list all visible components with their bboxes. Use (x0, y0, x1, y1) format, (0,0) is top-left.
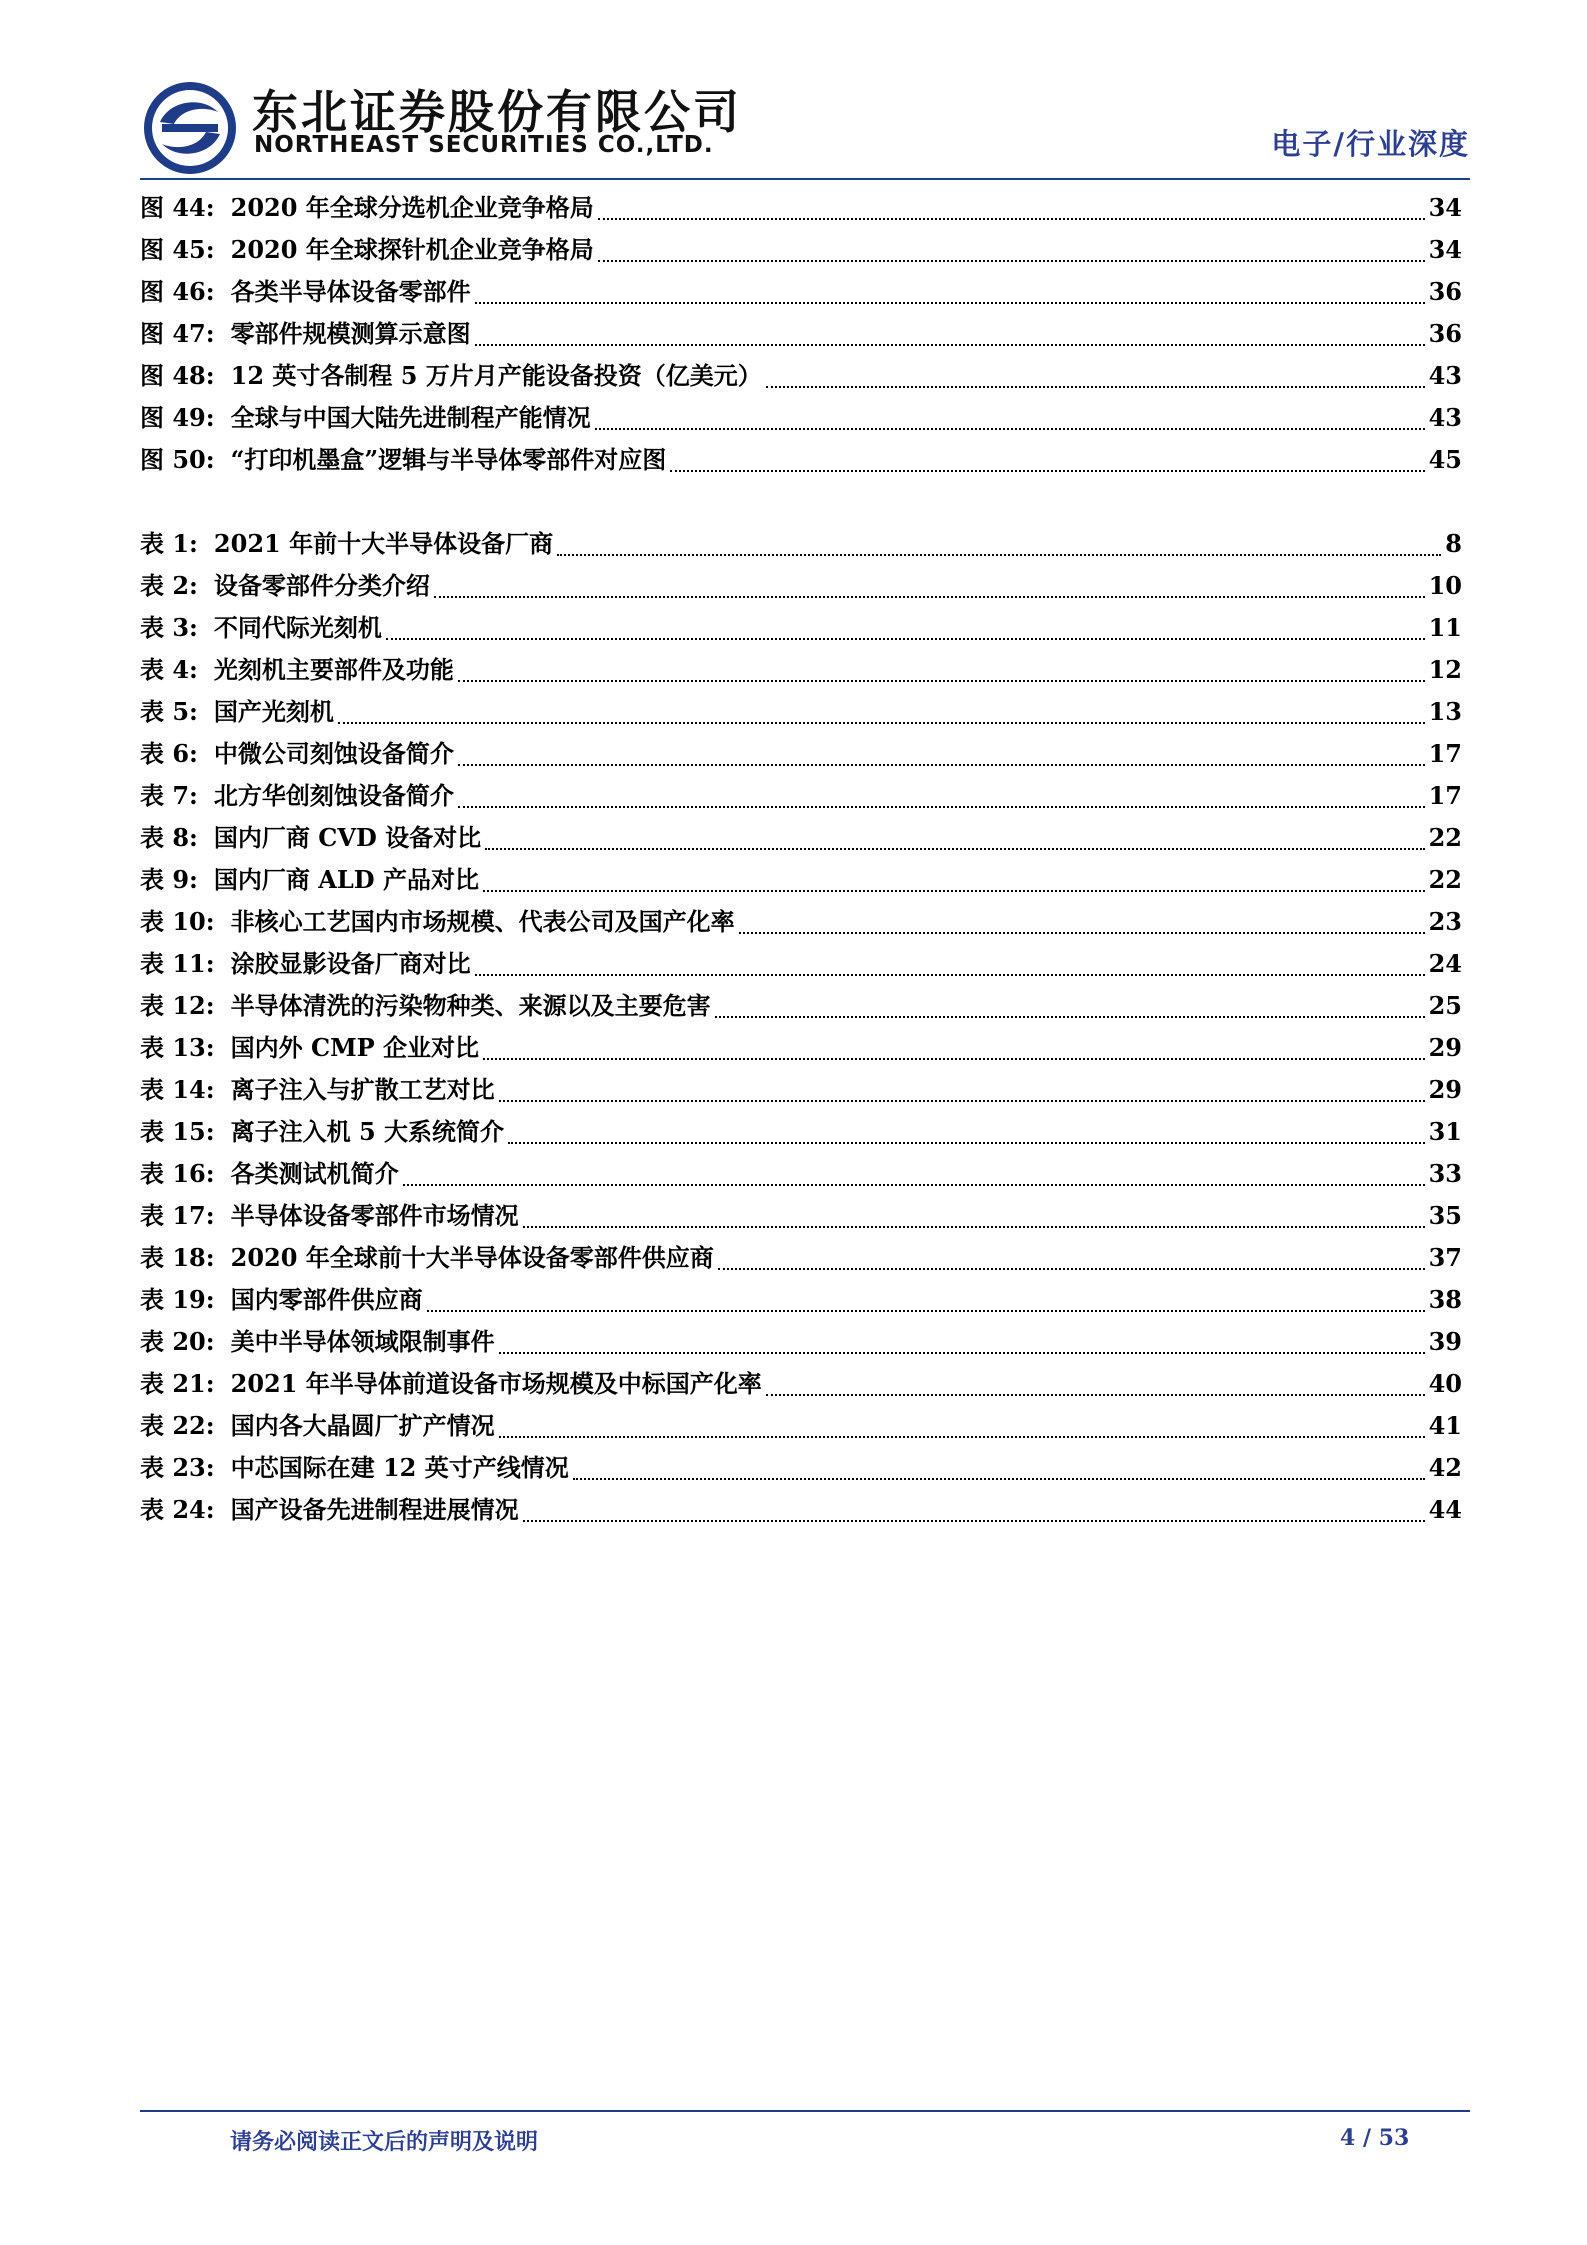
table-toc-entry[interactable] (140, 566, 1462, 608)
table-toc-entry[interactable] (140, 608, 1462, 650)
company-name-cn: 东北证券股份有限公司 (252, 85, 742, 139)
toc-entry-label: 表 9: (140, 865, 198, 894)
toc-entry-title: 国内外 CMP 企业对比 (230, 1033, 480, 1062)
toc-leader-dots (508, 1140, 1425, 1144)
toc-entry-title: 国内零部件供应商 (230, 1285, 423, 1314)
table-toc-entry[interactable] (140, 1154, 1462, 1196)
table-toc-entry[interactable] (140, 1112, 1462, 1154)
toc-entry-page: 31 (1428, 1117, 1462, 1146)
toc-entry-page: 22 (1428, 865, 1462, 894)
toc-entry-page: 8 (1445, 529, 1462, 558)
toc-entry-title: 国产光刻机 (213, 697, 334, 726)
header-divider (140, 178, 1470, 180)
toc-entry-page: 29 (1428, 1033, 1462, 1062)
toc-leader-dots (475, 300, 1425, 304)
toc-leader-dots (557, 552, 1441, 556)
toc-leader-dots (458, 762, 1425, 766)
toc-entry-label: 图 44: (140, 193, 215, 222)
toc-entry-label: 表 22: (140, 1411, 215, 1440)
toc-entry-page: 10 (1428, 571, 1462, 600)
toc-entry-title: 零部件规模测算示意图 (230, 319, 471, 348)
toc-entry-label: 表 16: (140, 1159, 215, 1188)
toc-leader-dots (427, 1308, 1425, 1312)
toc-entry-title: 2021 年前十大半导体设备厂商 (213, 529, 554, 558)
toc-leader-dots (499, 1098, 1425, 1102)
toc-entry-title: 2020 年全球探针机企业竞争格局 (230, 235, 594, 264)
toc-entry-label: 表 17: (140, 1201, 215, 1230)
toc-leader-dots (483, 1056, 1425, 1060)
table-toc-entry[interactable] (140, 650, 1462, 692)
figure-list (140, 188, 1462, 482)
toc-leader-dots (483, 888, 1425, 892)
toc-leader-dots (499, 1350, 1425, 1354)
toc-leader-dots (523, 1518, 1425, 1522)
table-toc-entry[interactable] (140, 944, 1462, 986)
toc-entry-title: 各类半导体设备零部件 (230, 277, 471, 306)
figure-toc-entry[interactable] (140, 440, 1462, 482)
report-category: 电子/行业深度 (1271, 127, 1470, 161)
figure-toc-entry[interactable] (140, 188, 1462, 230)
toc-entry-title: 全球与中国大陆先进制程产能情况 (230, 403, 591, 432)
toc-entry-page: 34 (1428, 235, 1462, 264)
toc-entry-label: 表 23: (140, 1453, 215, 1482)
figure-toc-entry[interactable] (140, 230, 1462, 272)
table-toc-entry[interactable] (140, 1028, 1462, 1070)
disclaimer-note: 请务必阅读正文后的声明及说明 (230, 2129, 539, 2155)
toc-leader-dots (766, 1392, 1425, 1396)
toc-entry-page: 17 (1428, 781, 1462, 810)
toc-leader-dots (458, 678, 1425, 682)
toc-entry-page: 39 (1428, 1327, 1462, 1356)
figure-toc-entry[interactable] (140, 356, 1462, 398)
toc-entry-page: 35 (1428, 1201, 1462, 1230)
toc-entry-page: 42 (1428, 1453, 1462, 1482)
toc-entry-page: 12 (1428, 655, 1462, 684)
toc-entry-page: 17 (1428, 739, 1462, 768)
table-toc-entry[interactable] (140, 734, 1462, 776)
toc-entry-title: 北方华创刻蚀设备简介 (213, 781, 454, 810)
toc-leader-dots (718, 1266, 1425, 1270)
toc-leader-dots (670, 468, 1424, 472)
toc-entry-label: 图 45: (140, 235, 215, 264)
table-toc-entry[interactable] (140, 1238, 1462, 1280)
toc-entry-page: 22 (1428, 823, 1462, 852)
toc-entry-label: 表 14: (140, 1075, 215, 1104)
table-toc-entry[interactable] (140, 692, 1462, 734)
toc-leader-dots (475, 342, 1425, 346)
toc-entry-label: 表 12: (140, 991, 215, 1020)
toc-leader-dots (715, 1014, 1425, 1018)
table-toc-entry[interactable] (140, 1196, 1462, 1238)
toc-entry-label: 表 3: (140, 613, 198, 642)
table-toc-entry[interactable] (140, 1280, 1462, 1322)
table-toc-entry[interactable] (140, 1406, 1462, 1448)
company-name-en: NORTHEAST SECURITIES CO.,LTD. (254, 132, 714, 158)
toc-leader-dots (598, 258, 1425, 262)
toc-entry-title: 12 英寸各制程 5 万片月产能设备投资（亿美元） (230, 361, 762, 390)
toc-entry-label: 表 19: (140, 1285, 215, 1314)
toc-entry-title: “打印机墨盒”逻辑与半导体零部件对应图 (230, 445, 667, 474)
toc-leader-dots (739, 930, 1425, 934)
toc-entry-label: 表 11: (140, 949, 215, 978)
toc-leader-dots (766, 384, 1425, 388)
toc-entry-label: 表 20: (140, 1327, 215, 1356)
table-toc-entry[interactable] (140, 1070, 1462, 1112)
toc-leader-dots (386, 636, 1425, 640)
toc-leader-dots (598, 216, 1425, 220)
figure-toc-entry[interactable] (140, 314, 1462, 356)
toc-entry-title: 半导体清洗的污染物种类、来源以及主要危害 (230, 991, 711, 1020)
figure-toc-entry[interactable] (140, 272, 1462, 314)
toc-entry-label: 图 46: (140, 277, 215, 306)
toc-entry-label: 图 47: (140, 319, 215, 348)
toc-entry-title: 离子注入与扩散工艺对比 (230, 1075, 495, 1104)
toc-entry-page: 23 (1428, 907, 1462, 936)
toc-entry-page: 13 (1428, 697, 1462, 726)
toc-entry-title: 中微公司刻蚀设备简介 (213, 739, 454, 768)
northeast-securities-logo-icon (140, 78, 240, 178)
table-toc-entry[interactable] (140, 1490, 1462, 1532)
toc-leader-dots (523, 1224, 1425, 1228)
toc-entry-title: 中芯国际在建 12 英寸产线情况 (230, 1453, 569, 1482)
toc-entry-title: 美中半导体领域限制事件 (230, 1327, 495, 1356)
toc-entry-page: 38 (1428, 1285, 1462, 1314)
toc-entry-page: 24 (1428, 949, 1462, 978)
toc-entry-title: 各类测试机简介 (230, 1159, 399, 1188)
toc-leader-dots (573, 1476, 1425, 1480)
toc-entry-page: 25 (1428, 991, 1462, 1020)
toc-entry-label: 表 8: (140, 823, 198, 852)
table-toc-entry[interactable] (140, 818, 1462, 860)
toc-entry-page: 29 (1428, 1075, 1462, 1104)
toc-entry-label: 表 2: (140, 571, 198, 600)
toc-leader-dots (499, 1434, 1425, 1438)
toc-leader-dots (458, 804, 1425, 808)
table-toc-entry[interactable] (140, 986, 1462, 1028)
page-header (140, 70, 1470, 170)
toc-entry-label: 表 15: (140, 1117, 215, 1146)
toc-entry-page: 43 (1428, 361, 1462, 390)
toc-leader-dots (403, 1182, 1425, 1186)
toc-entry-title: 非核心工艺国内市场规模、代表公司及国产化率 (230, 907, 735, 936)
toc-entry-page: 43 (1428, 403, 1462, 432)
toc-entry-title: 设备零部件分类介绍 (213, 571, 430, 600)
toc-leader-dots (434, 594, 1425, 598)
toc-leader-dots (485, 846, 1424, 850)
toc-entry-page: 36 (1428, 319, 1462, 348)
toc-entry-label: 表 4: (140, 655, 198, 684)
toc-entry-label: 表 21: (140, 1369, 215, 1398)
toc-entry-title: 国产设备先进制程进展情况 (230, 1495, 519, 1524)
table-toc-entry[interactable] (140, 860, 1462, 902)
toc-entry-label: 表 24: (140, 1495, 215, 1524)
toc-entry-page: 33 (1428, 1159, 1462, 1188)
toc-entry-title: 不同代际光刻机 (213, 613, 382, 642)
toc-entry-title: 2020 年全球前十大半导体设备零部件供应商 (230, 1243, 714, 1272)
toc-entry-title: 国内厂商 CVD 设备对比 (213, 823, 482, 852)
toc-entry-page: 45 (1428, 445, 1462, 474)
toc-entry-title: 国内厂商 ALD 产品对比 (213, 865, 479, 894)
toc-entry-title: 国内各大晶圆厂扩产情况 (230, 1411, 495, 1440)
toc-entry-page: 11 (1428, 613, 1462, 642)
toc-leader-dots (475, 972, 1425, 976)
toc-entry-page: 40 (1428, 1369, 1462, 1398)
toc-entry-title: 涂胶显影设备厂商对比 (230, 949, 471, 978)
toc-entry-label: 图 49: (140, 403, 215, 432)
toc-entry-label: 图 50: (140, 445, 215, 474)
toc-entry-label: 表 5: (140, 697, 198, 726)
footer-divider (140, 2110, 1470, 2112)
toc-leader-dots (595, 426, 1425, 430)
table-toc-entry[interactable] (140, 1322, 1462, 1364)
table-toc-entry[interactable] (140, 1448, 1462, 1490)
table-toc-entry[interactable] (140, 524, 1462, 566)
toc-entry-page: 44 (1428, 1495, 1462, 1524)
toc-entry-label: 表 1: (140, 529, 198, 558)
toc-entry-label: 表 13: (140, 1033, 215, 1062)
toc-entry-title: 2021 年半导体前道设备市场规模及中标国产化率 (230, 1369, 762, 1398)
toc-entry-title: 2020 年全球分选机企业竞争格局 (230, 193, 594, 222)
toc-entry-page: 37 (1428, 1243, 1462, 1272)
toc-entry-label: 表 10: (140, 907, 215, 936)
toc-entry-label: 图 48: (140, 361, 215, 390)
toc-entry-page: 34 (1428, 193, 1462, 222)
table-toc-entry[interactable] (140, 776, 1462, 818)
toc-entry-label: 表 18: (140, 1243, 215, 1272)
table-toc-entry[interactable] (140, 1364, 1462, 1406)
toc-entry-title: 离子注入机 5 大系统简介 (230, 1117, 505, 1146)
toc-entry-page: 41 (1428, 1411, 1462, 1440)
toc-entry-page: 36 (1428, 277, 1462, 306)
toc-entry-title: 半导体设备零部件市场情况 (230, 1201, 519, 1230)
toc-entry-title: 光刻机主要部件及功能 (213, 655, 454, 684)
table-list (140, 524, 1462, 1532)
toc-entry-label: 表 7: (140, 781, 198, 810)
toc-entry-label: 表 6: (140, 739, 198, 768)
page-indicator: 4 / 53 (1340, 2125, 1410, 2151)
toc-leader-dots (338, 720, 1425, 724)
figure-toc-entry[interactable] (140, 398, 1462, 440)
table-toc-entry[interactable] (140, 902, 1462, 944)
